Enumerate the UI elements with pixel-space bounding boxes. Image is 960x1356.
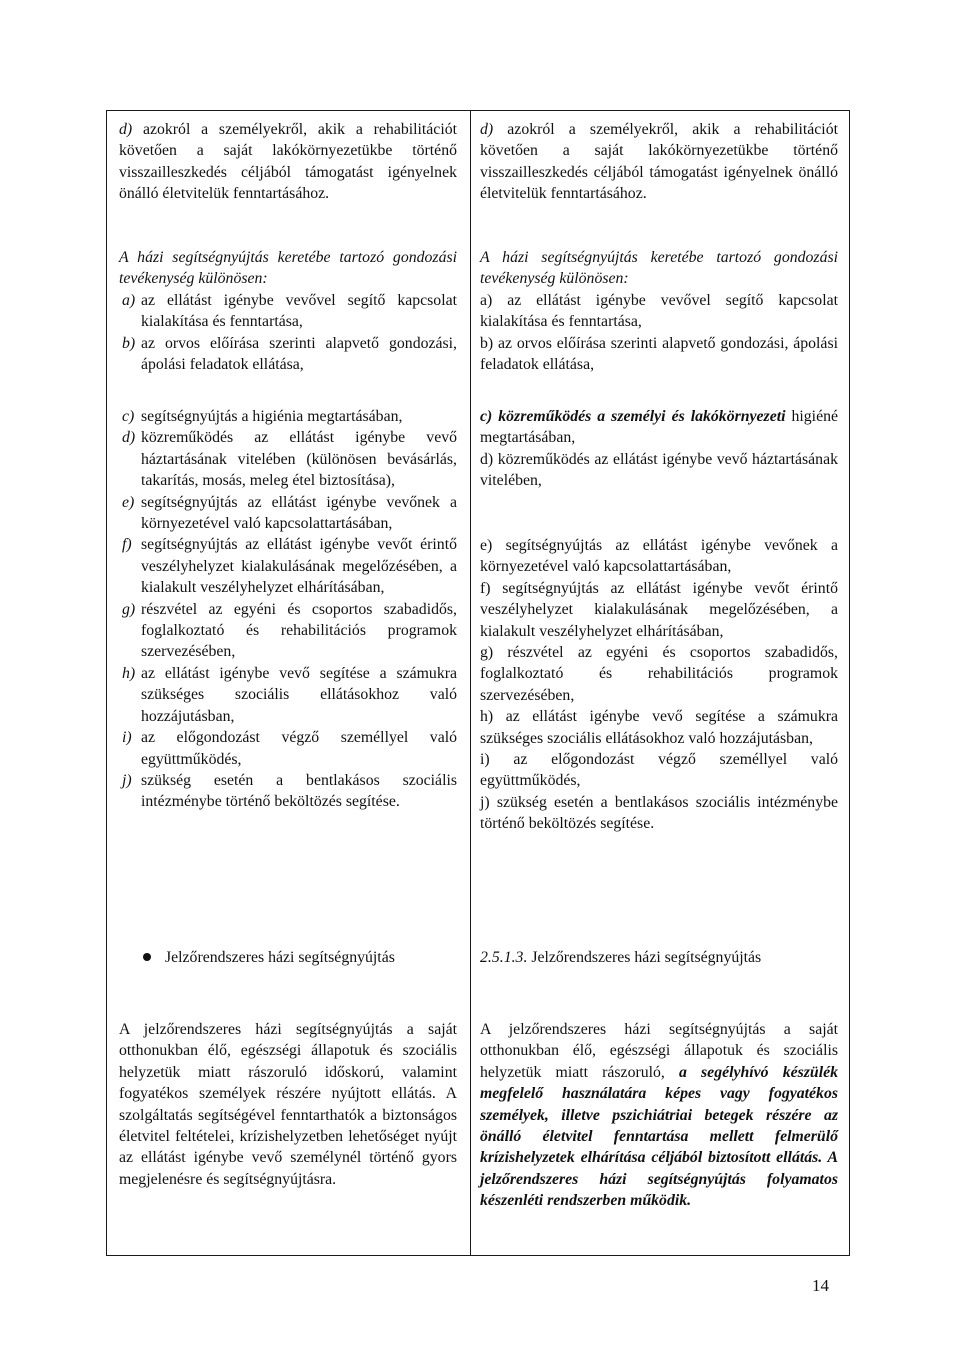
right-item-b: b) az orvos előírása szerinti alapvető gondozási, ápolási feladatok ellátása, <box>480 334 838 374</box>
left-item-f: f) segítségnyújtás az ellátást igénybe vevőt érintő veszélyhelyzet kialakulásának megelőzésében, a kialakult veszélyhelyzet elhárításában, <box>122 536 457 597</box>
right-item-c <box>480 406 838 449</box>
right-section-heading <box>480 947 838 968</box>
left-item-d: d) közreműködés az ellátást igénybe vevő háztartásának vitelében (különösen bevásárlás, takarítás, mosás, meleg étel biztosítása), <box>122 429 457 490</box>
right-item-g: g) részvétel az egyéni és csoportos szabadidős, foglalkoztató és rehabilitációs programok szervezésében, <box>480 644 838 704</box>
right-column <box>480 111 838 1255</box>
left-intro-block <box>119 247 457 375</box>
left-item-g: g) részvétel az egyéni és csoportos szabadidős, foglalkoztató és rehabilitációs programok szervezésében, <box>122 600 457 661</box>
right-item-c-rest: higiéné megtartásában, <box>480 408 838 447</box>
right-item-h: h) az ellátást igénybe vevő segítése a számukra szükséges szociális ellátásokhoz való hozzájutásban, <box>480 708 838 747</box>
right-item-c-emphasis: c) közreműködés a személyi és lakókörnyezeti <box>480 408 786 425</box>
right-items-c-d <box>480 406 838 492</box>
left-item-b: b) az orvos előírása szerinti alapvető gondozási, ápolási feladatok ellátása, <box>122 334 457 374</box>
right-d-paragraph <box>480 119 838 205</box>
left-item-h: h) az ellátást igénybe vevő segítése a számukra szükséges szociális ellátásokhoz való hozzájutásban, <box>122 664 457 725</box>
left-item-j: j) szükség esetén a bentlakásos szociális intézménybe történő beköltözés segítése. <box>122 771 457 811</box>
left-items-c-j <box>119 406 457 813</box>
left-item-c: c) segítségnyújtás a higiénia megtartásában, <box>122 408 403 425</box>
column-divider <box>470 111 471 1255</box>
left-d-text: azokról a személyekről, akik a rehabilitációt követően a saját lakókörnyezetükbe történő visszailleszkedés céljából támogatást igényelnek önálló életvitelük fenntartásához. <box>119 121 457 203</box>
right-item-i: i) az előgondozást végző személlyel való együttműködés, <box>480 751 838 790</box>
page-number: 14 <box>812 1276 829 1295</box>
right-item-j: j) szükség esetén a bentlakásos szociális intézménybe történő beköltözés segítése. <box>480 793 838 833</box>
left-bullet-heading: Jelzőrendszeres házi segítségnyújtás <box>165 949 395 966</box>
right-intro: A házi segítségnyújtás keretébe tartozó gondozási tevékenység különösen: <box>480 249 838 288</box>
right-section-title: Jelzőrendszeres házi segítségnyújtás <box>527 949 762 966</box>
left-item-e: e) segítségnyújtás az ellátást igénybe vevőnek a környezetével való kapcsolattartásában, <box>122 493 457 533</box>
right-items-e-j <box>480 535 838 835</box>
left-closing: A jelzőrendszeres házi segítségnyújtás a saját otthonukban élő, egészségi állapotuk és szociális helyzetük miatt rászoruló időskorú, valamint fogyatékos személyek részére nyújtott ellátás. A szolgáltatás segítségével fenntarthatók a biztonságos életvitel feltételei, krízishelyzetben lehetőséget nyújt az ellátást igénybe vevő személynél történő gyors megjelenésre és segítségnyújtásra. <box>119 1021 457 1188</box>
left-column <box>119 111 457 1255</box>
right-item-d: d) közreműködés az ellátást igénybe vevő háztartásának vitelében, <box>480 450 838 490</box>
left-item-a: a) az ellátást igénybe vevővel segítő kapcsolat kialakítása és fenntartása, <box>122 291 457 331</box>
left-d-marker: d) <box>119 121 133 138</box>
left-bullet-heading-row <box>119 947 457 968</box>
right-section-number: 2.5.1.3. <box>480 949 528 966</box>
right-item-a: a) az ellátást igénybe vevővel segítő kapcsolat kialakítása és fenntartása, <box>480 291 838 331</box>
left-intro: A házi segítségnyújtás keretébe tartozó gondozási tevékenység különösen: <box>119 249 457 288</box>
right-item-e: e) segítségnyújtás az ellátást igénybe vevőnek a környezetével való kapcsolattartásában, <box>480 537 838 576</box>
left-item-i: i) az előgondozást végző személlyel való együttműködés, <box>122 729 457 768</box>
bullet-icon <box>143 953 151 961</box>
right-intro-block <box>480 247 838 375</box>
right-closing-emphasis: a segélyhívó készülék megfelelő használatára képes vagy fogyatékos személyek, illetve pszichiátriai betegek részére az önálló életvitel fenntartása mellett felmerülő krízishelyzetek elhárítása céljából biztosított ellátás. A jelzőrendszeres házi segítségnyújtás folyamatos készenléti rendszerben működik. <box>480 1063 839 1210</box>
left-closing-block <box>119 1019 457 1190</box>
right-item-f: f) segítségnyújtás az ellátást igénybe vevőt érintő veszélyhelyzet kialakulásának megelőzésében, a kialakult veszélyhelyzet elhárításában, <box>480 579 838 640</box>
comparison-table <box>106 110 850 1256</box>
right-closing-plain: A jelzőrendszeres házi segítségnyújtás a saját otthonukban élő, egészségi állapotuk és szociális helyzetük miatt rászoruló, <box>480 1021 838 1081</box>
left-d-paragraph <box>119 119 457 205</box>
right-d-text: azokról a személyekről, akik a rehabilitációt követően a saját lakókörnyezetükbe történő visszailleszkedés céljából támogatást igényelnek önálló életvitelük fenntartásához. <box>480 121 838 203</box>
right-closing <box>480 1019 838 1212</box>
right-closing-block <box>480 1019 838 1212</box>
right-d-marker: d) <box>480 121 494 138</box>
